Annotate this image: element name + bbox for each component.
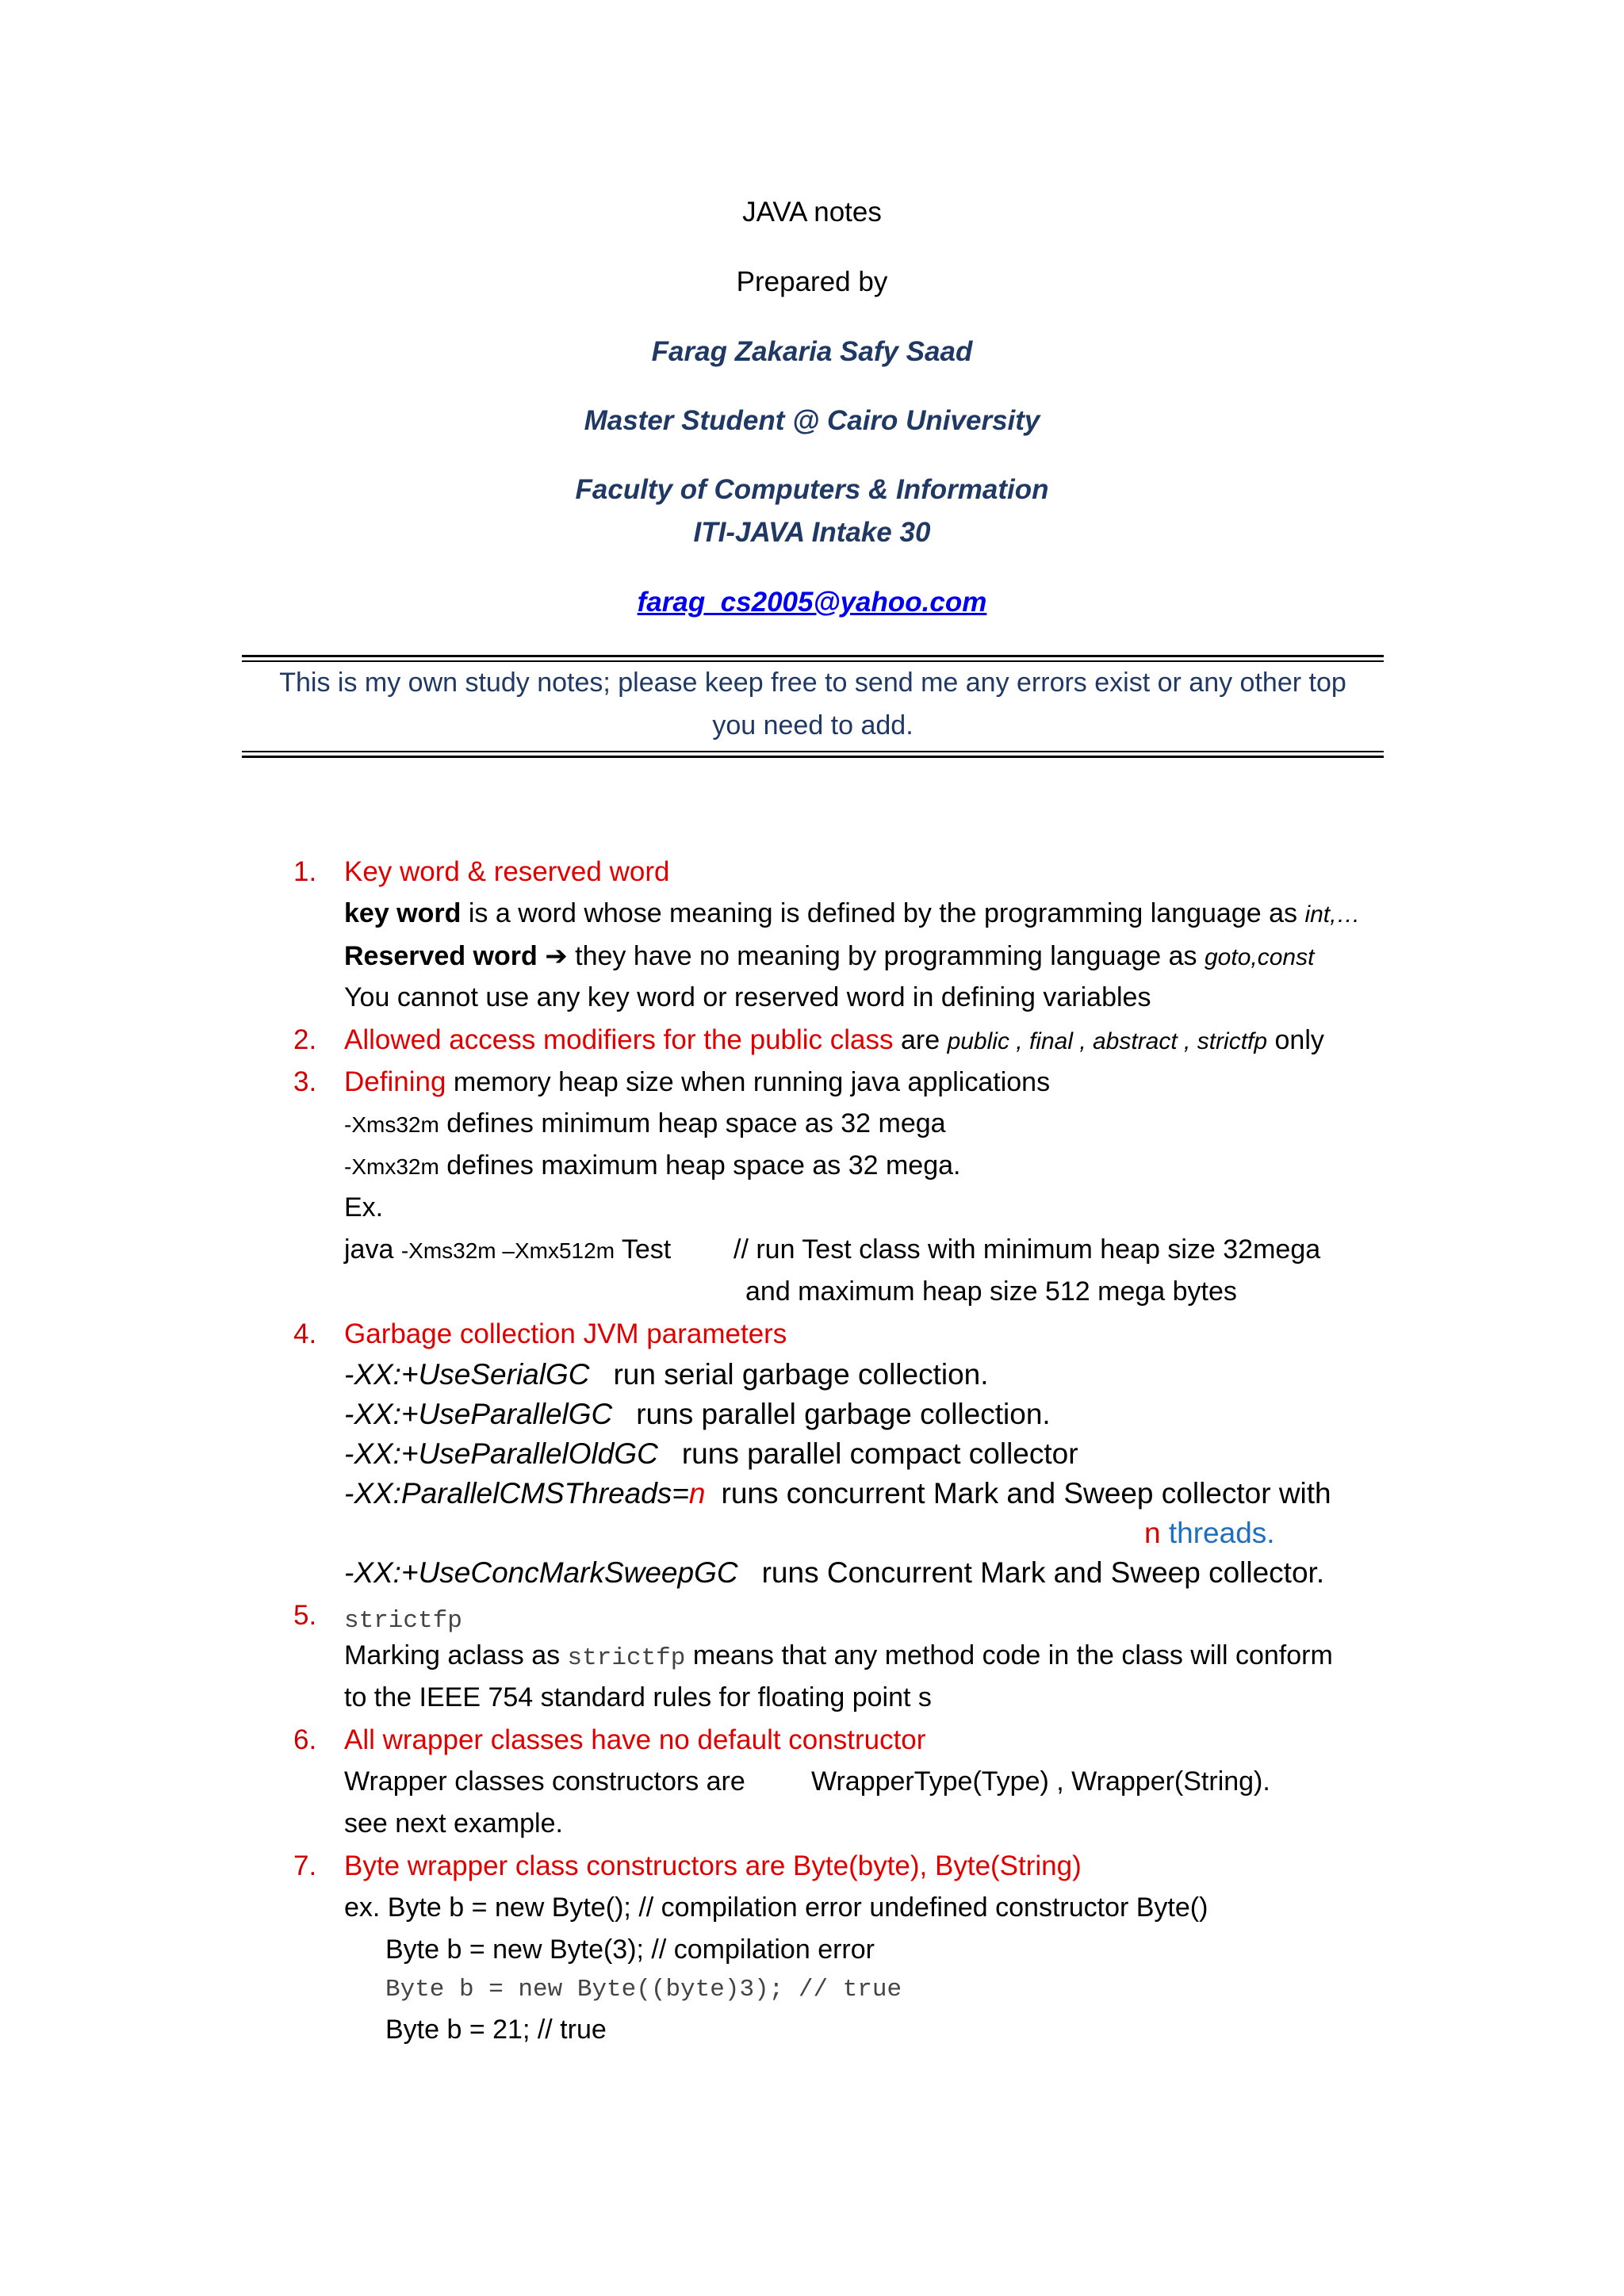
item-6-line-1a: Wrapper classes constructors are bbox=[344, 1766, 745, 1797]
item-2-modifiers: public , final , abstract , strictfp bbox=[947, 1028, 1268, 1054]
gc-parallel-desc: runs parallel garbage collection. bbox=[636, 1398, 1051, 1430]
gc-option-conc-mark-sweep bbox=[344, 1556, 1324, 1590]
reserved-word-definition: they have no meaning by programming language as bbox=[575, 941, 1205, 971]
gc-option-cms-threads bbox=[344, 1477, 1331, 1510]
item-5-title: strictfp bbox=[344, 1607, 462, 1635]
intro-note bbox=[242, 661, 1384, 747]
item-2-line bbox=[344, 1024, 1324, 1056]
item-6-number: 6. bbox=[293, 1724, 317, 1755]
item-7-number: 7. bbox=[293, 1850, 317, 1881]
xms-flag: -Xms32m bbox=[344, 1112, 439, 1137]
strictfp-keyword: strictfp bbox=[567, 1644, 686, 1672]
author-intake: ITI-JAVA Intake 30 bbox=[693, 517, 931, 548]
gc-cms-flag: -XX:+UseConcMarkSweepGC bbox=[344, 1556, 738, 1589]
item-7-line-2: Byte b = new Byte(3); // compilation error bbox=[385, 1934, 875, 1965]
keyword-example: int,… bbox=[1304, 901, 1361, 928]
gc-parallel-old-desc: runs parallel compact collector bbox=[681, 1437, 1078, 1470]
gc-cms-desc: runs Concurrent Mark and Sweep collector. bbox=[761, 1556, 1325, 1589]
item-3-number: 3. bbox=[293, 1066, 317, 1097]
item-7-line-3: Byte b = new Byte((byte)3); // true bbox=[385, 1976, 902, 2003]
author-faculty: Faculty of Computers & Information bbox=[575, 474, 1049, 505]
author-email-link[interactable]: farag_cs2005@yahoo.com bbox=[637, 587, 987, 618]
item-7-line-4: Byte b = 21; // true bbox=[385, 2015, 607, 2045]
item-5-line-1 bbox=[344, 1640, 1333, 1672]
item-1-line-1 bbox=[344, 898, 1360, 929]
gc-cms-threads-n-2: n bbox=[1144, 1517, 1161, 1549]
item-2-title: Allowed access modifiers for the public class bbox=[344, 1024, 894, 1055]
gc-cms-threads-desc: runs concurrent Mark and Sweep collector with bbox=[721, 1477, 1331, 1510]
item-3-title-tail: memory heap size when running java applications bbox=[446, 1067, 1051, 1097]
intro-note-line-2: you need to add. bbox=[712, 710, 914, 740]
item-7-title: Byte wrapper class constructors are Byte(byte), Byte(String) bbox=[344, 1850, 1082, 1881]
intro-note-line-1: This is my own study notes; please keep free to send me any errors exist or any other top bbox=[279, 668, 1346, 698]
command-java: java bbox=[344, 1234, 401, 1265]
reserved-word-term: Reserved word bbox=[344, 941, 538, 971]
item-3-command bbox=[344, 1234, 671, 1265]
keyword-definition: is a word whose meaning is defined by the programming language as bbox=[461, 898, 1305, 928]
gc-cms-threads-n: n bbox=[688, 1477, 706, 1510]
author-name: Farag Zakaria Safy Saad bbox=[651, 336, 973, 367]
xmx-description: defines maximum heap space as 32 mega. bbox=[439, 1150, 961, 1181]
item-1-number: 1. bbox=[293, 856, 317, 887]
item-3-line-2 bbox=[344, 1150, 960, 1181]
bottom-border-line-1 bbox=[242, 751, 1384, 752]
email-container bbox=[0, 587, 1624, 618]
command-class: Test bbox=[615, 1234, 672, 1265]
gc-option-parallel bbox=[344, 1398, 1051, 1431]
item-1-line-3: You cannot use any key word or reserved word in defining variables bbox=[344, 982, 1151, 1012]
strictfp-desc-b: means that any method code in the class will conform bbox=[685, 1640, 1333, 1670]
xmx-flag: -Xmx32m bbox=[344, 1154, 439, 1179]
item-3-title: Defining bbox=[344, 1066, 446, 1097]
item-4-number: 4. bbox=[293, 1318, 317, 1349]
gc-serial-desc: run serial garbage collection. bbox=[613, 1358, 989, 1391]
item-5-title-line bbox=[344, 1603, 462, 1635]
gc-serial-flag: -XX:+UseSerialGC bbox=[344, 1358, 590, 1391]
author-role: Master Student @ Cairo University bbox=[584, 405, 1040, 436]
strictfp-desc-a: Marking aclass as bbox=[344, 1640, 568, 1670]
reserved-word-example: goto,const bbox=[1205, 944, 1315, 970]
item-3-command-comment: // run Test class with minimum heap size 32mega bbox=[733, 1234, 1321, 1265]
xms-description: defines minimum heap space as 32 mega bbox=[439, 1108, 946, 1138]
item-1-line-2 bbox=[344, 940, 1314, 972]
item-2-number: 2. bbox=[293, 1024, 317, 1055]
item-4-title: Garbage collection JVM parameters bbox=[344, 1318, 787, 1349]
gc-option-parallel-old bbox=[344, 1437, 1078, 1471]
document-title: JAVA notes bbox=[742, 197, 882, 228]
gc-parallel-old-flag: -XX:+UseParallelOldGC bbox=[344, 1437, 658, 1470]
gc-option-serial bbox=[344, 1358, 989, 1391]
top-border-line-1 bbox=[242, 655, 1384, 657]
item-2-mid: are bbox=[893, 1025, 948, 1055]
gc-cms-threads-flag: -XX:ParallelCMSThreads= bbox=[344, 1477, 689, 1510]
gc-option-cms-threads-cont bbox=[1144, 1517, 1275, 1550]
item-7-line-1: ex. Byte b = new Byte(); // compilation error undefined constructor Byte() bbox=[344, 1892, 1208, 1923]
item-6-title: All wrapper classes have no default constructor bbox=[344, 1724, 926, 1755]
prepared-by-label: Prepared by bbox=[736, 266, 888, 297]
item-6-line-2: see next example. bbox=[344, 1808, 563, 1839]
gc-cms-threads-word: threads. bbox=[1160, 1517, 1275, 1549]
item-3-line-1 bbox=[344, 1108, 946, 1139]
item-3-command-comment-2: and maximum heap size 512 mega bytes bbox=[745, 1276, 1237, 1307]
bottom-border-line-2 bbox=[242, 756, 1384, 758]
item-2-tail: only bbox=[1267, 1025, 1324, 1055]
item-3-line-3: Ex. bbox=[344, 1192, 384, 1223]
item-1-title: Key word & reserved word bbox=[344, 856, 670, 887]
right-arrow-icon: ➔ bbox=[537, 941, 576, 971]
item-6-line-1b: WrapperType(Type) , Wrapper(String). bbox=[811, 1766, 1270, 1797]
item-5-line-2: to the IEEE 754 standard rules for floating point s bbox=[344, 1682, 932, 1712]
keyword-term: key word bbox=[344, 898, 462, 928]
item-5-number: 5. bbox=[293, 1600, 317, 1631]
gc-parallel-flag: -XX:+UseParallelGC bbox=[344, 1398, 613, 1430]
item-3-title-line bbox=[344, 1066, 1050, 1098]
command-flags: -Xms32m –Xmx512m bbox=[400, 1238, 615, 1263]
